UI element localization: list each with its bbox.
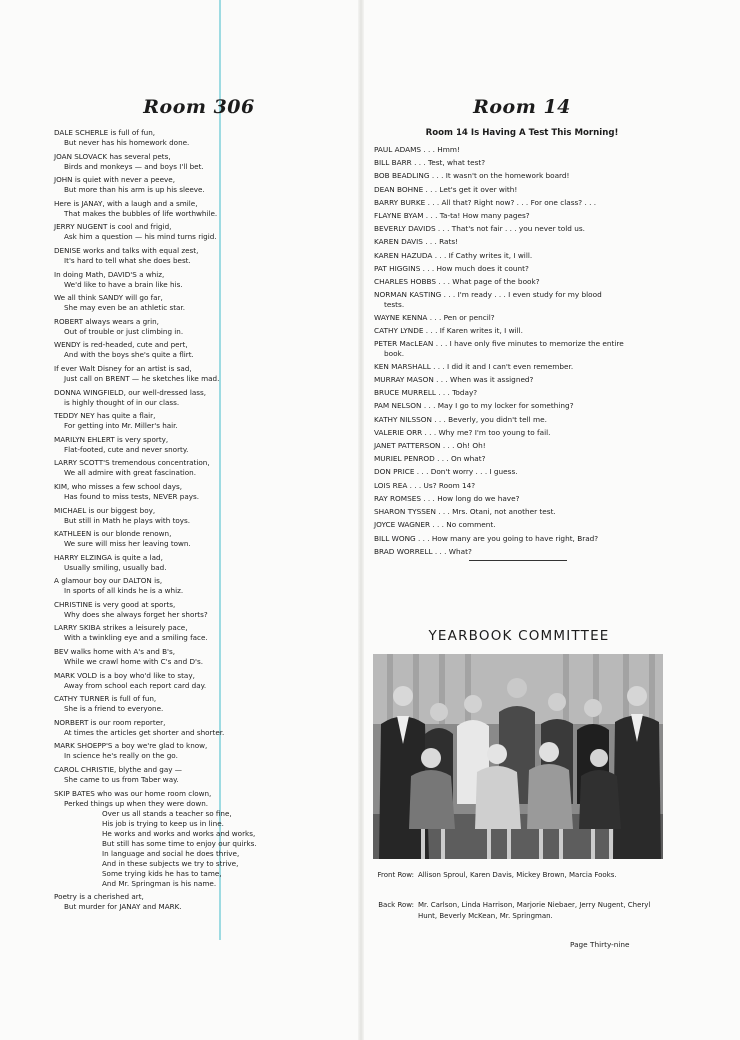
dialogue-line — [374, 251, 670, 260]
poem-stanza — [54, 482, 354, 502]
dialogue-line — [374, 415, 670, 424]
dialogue-line — [374, 224, 670, 233]
room-14-column — [374, 96, 670, 561]
dialogue-line — [374, 339, 670, 358]
dialogue-line — [374, 520, 670, 529]
poem-stanza — [54, 529, 354, 549]
dialogue-line — [374, 362, 670, 371]
dialogue-text: KAREN HAZUDA . . . If Cathy writes it, I will. — [374, 250, 533, 260]
dialogue-line — [374, 158, 670, 167]
poem-line: is highly thought of in our class. — [64, 397, 180, 407]
poem-line: NORBERT is our room reporter, — [54, 717, 166, 727]
dialogue-line — [374, 171, 670, 180]
poem-line: Some trying kids he has to tame, — [102, 868, 222, 878]
poem-line: While we crawl home with C's and D's. — [64, 657, 203, 667]
poem-stanza-final — [54, 892, 354, 912]
poem-line: CAROL CHRISTIE, blythe and gay — — [54, 765, 182, 775]
dialogue-line — [374, 145, 670, 154]
dialogue-text: BILL BARR . . . Test, what test? — [374, 158, 486, 168]
poem-line: ROBERT always wears a grin, — [54, 316, 159, 326]
poem-line: LARRY SCOTT'S tremendous concentration, — [54, 458, 210, 468]
dialogue-line — [374, 277, 670, 286]
poem-line: And in these subjects we try to strive, — [102, 858, 239, 868]
dialogue-line — [374, 534, 670, 543]
page-number: Page Thirty-nine — [570, 940, 630, 949]
poem-stanza — [54, 718, 354, 738]
poem-line: DALE SCHERLE is full of fun, — [54, 128, 156, 137]
dialogue-line — [374, 428, 670, 437]
poem-stanza — [54, 175, 354, 195]
poem-line: DONNA WINGFIELD, our well-dressed lass, — [54, 387, 207, 397]
poem-line: In science he's really on the go. — [64, 751, 178, 761]
dialogue-line — [374, 454, 670, 463]
poem-line: His job is trying to keep us in line. — [102, 818, 224, 828]
poem-stanzas — [54, 128, 354, 785]
poem-stanza — [54, 388, 354, 408]
back-row-label: Back Row: — [378, 901, 414, 909]
front-row-caption — [374, 870, 666, 881]
dialogue-text: KAREN DAVIS . . . Rats! — [374, 237, 459, 247]
poem-stanza — [54, 293, 354, 313]
poem-stanza — [54, 623, 354, 643]
back-row-names: Mr. Carlson, Linda Harrison, Marjorie Niebaer, Jerry Nugent, Cheryl Hunt, Beverly McKean, Mr. Springman. — [418, 901, 651, 920]
poem-stanza — [54, 647, 354, 667]
poem-line: MARILYN EHLERT is very sporty, — [54, 434, 169, 444]
dialogue-text: DON PRICE . . . Don't worry . . . I guess. — [374, 467, 518, 477]
poem-line: Flat-footed, cute and never snorty. — [64, 444, 189, 454]
poem-line: Birds and monkeys — and boys I'll bet. — [64, 161, 204, 171]
poem-line: And Mr. Springman is his name. — [102, 878, 217, 888]
dialogue-text: SHARON TYSSEN . . . Mrs. Otani, not another test. — [374, 507, 556, 517]
room-306-column — [54, 96, 354, 916]
poem-line: MICHAEL is our biggest boy, — [54, 505, 156, 515]
poem-line: Ask him a question — his mind turns rigid. — [64, 232, 217, 242]
dialogue-text: JOYCE WAGNER . . . No comment. — [374, 520, 496, 530]
poem-line: We all think SANDY will go far, — [54, 293, 163, 303]
dialogue-line — [374, 185, 670, 194]
poem-line: WENDY is red-headed, cute and pert, — [54, 340, 188, 350]
room-14-subtitle: Room 14 Is Having A Test This Morning! — [425, 128, 619, 138]
poem-stanza — [54, 765, 354, 785]
poem-line: But never has his homework done. — [64, 138, 190, 147]
poem-line: And with the boys she's quite a flirt. — [64, 350, 194, 360]
test-dialogue-list — [374, 145, 670, 556]
poem-line: JERRY NUGENT is cool and frigid, — [54, 222, 172, 232]
room-14-title: Room 14 — [473, 96, 571, 118]
dialogue-text: MURIEL PENROD . . . On what? — [374, 454, 486, 464]
dialogue-line — [374, 507, 670, 516]
poem-line: Why does she always forget her shorts? — [64, 609, 208, 619]
dialogue-text: PAM NELSON . . . May I go to my locker for something? — [374, 401, 574, 411]
dialogue-text: VALERIE ORR . . . Why me? I'm too young to fail. — [374, 427, 551, 437]
poem-stanza — [54, 506, 354, 526]
dialogue-text: CHARLES HOBBS . . . What page of the book? — [374, 277, 540, 287]
dialogue-text: PAUL ADAMS . . . Hmm! — [374, 145, 460, 154]
dialogue-line — [374, 547, 670, 556]
dialogue-line — [374, 313, 670, 322]
dialogue-text: KEN MARSHALL . . . I did it and I can't even remember. — [374, 361, 574, 371]
poem-line: With a twinkling eye and a smiling face. — [64, 633, 208, 643]
poem-line: Just call on BRENT — he sketches like mad. — [64, 373, 220, 383]
dialogue-line — [374, 237, 670, 246]
poem-line: LARRY SKIBA strikes a leisurely pace, — [54, 623, 188, 633]
dialogue-line — [374, 375, 670, 384]
dialogue-text: BEVERLY DAVIDS . . . That's not fair . . . you never told us. — [374, 224, 585, 234]
dialogue-line — [374, 441, 670, 450]
poem-stanza-teacher — [54, 789, 354, 889]
dialogue-line — [374, 326, 670, 335]
poem-line: CATHY TURNER is full of fun, — [54, 694, 157, 704]
poem-line: Has found to miss tests, NEVER pays. — [64, 491, 200, 501]
poem-stanza — [54, 340, 354, 360]
poem-line: He works and works and works and works, — [102, 828, 256, 838]
dialogue-text: WAYNE KENNA . . . Pen or pencil? — [374, 312, 495, 322]
poem-line: Here is JANAY, with a laugh and a smile, — [54, 198, 198, 208]
poem-line: JOAN SLOVACK has several pets, — [54, 151, 171, 161]
poem-line: She is a friend to everyone. — [64, 704, 164, 714]
dialogue-text: PAT HIGGINS . . . How much does it count? — [374, 263, 529, 273]
dialogue-text: BRAD WORRELL . . . What? — [374, 546, 472, 556]
poem-line: Poetry is a cherished art, — [54, 892, 144, 902]
poem-line: JOHN is quiet with never a peeve, — [54, 175, 175, 185]
dialogue-text: BOB BEADLING . . . It wasn't on the homework board! — [374, 171, 570, 181]
poem-line: DENISE works and talks with equal zest, — [54, 245, 199, 255]
poem-line: KATHLEEN is our blonde renown, — [54, 529, 172, 539]
poem-line: For getting into Mr. Miller's hair. — [64, 421, 178, 431]
poem-stanza — [54, 576, 354, 596]
yearbook-committee-title: YEARBOOK COMMITTEE — [428, 628, 610, 644]
poem-line: In language and social he does thrive, — [102, 848, 240, 858]
poem-line: She came to us from Taber way. — [64, 775, 179, 785]
poem-line: That makes the bubbles of life worthwhile. — [64, 208, 218, 218]
poem-line: It's hard to tell what she does best. — [64, 255, 191, 265]
dialogue-text: LOIS REA . . . Us? Room 14? — [374, 480, 476, 490]
yearbook-committee-photo — [373, 654, 663, 859]
dialogue-text: JANET PATTERSON . . . Oh! Oh! — [374, 441, 486, 451]
dialogue-text: CATHY LYNDE . . . If Karen writes it, I will. — [374, 326, 523, 336]
poem-line: MARK SHOEPP'S a boy we're glad to know, — [54, 741, 208, 751]
poem-stanza — [54, 671, 354, 691]
poem-stanza — [54, 741, 354, 761]
poem-line: In sports of all kinds he is a whiz. — [64, 586, 184, 596]
poem-line: Perked things up when they were down. — [64, 798, 209, 808]
poem-line: BEV walks home with A's and B's, — [54, 647, 176, 657]
dialogue-line — [374, 211, 670, 220]
poem-line: MARK VOLD is a boy who'd like to stay, — [54, 670, 195, 680]
dialogue-line — [374, 467, 670, 476]
dialogue-text: BARRY BURKE . . . All that? Right now? . . . For one class? . . . — [374, 197, 597, 207]
poem-line: Out of trouble or just climbing in. — [64, 326, 184, 336]
section-divider — [469, 560, 567, 561]
dialogue-text: RAY ROMSES . . . How long do we have? — [374, 493, 520, 503]
poem-line: At times the articles get shorter and shorter. — [64, 727, 225, 737]
room-306-title: Room 306 — [143, 96, 255, 118]
poem-stanza — [54, 435, 354, 455]
poem-stanza — [54, 317, 354, 337]
dialogue-line — [374, 290, 670, 309]
poem-line: We all admire with great fascination. — [64, 468, 197, 478]
poem-line: She may even be an athletic star. — [64, 303, 186, 313]
dialogue-continuation: tests. — [384, 299, 405, 309]
poem-stanza — [54, 411, 354, 431]
poem-stanza — [54, 364, 354, 384]
poem-stanza — [54, 222, 354, 242]
dialogue-continuation: book. — [384, 348, 405, 358]
poem-stanza — [54, 128, 354, 148]
poem-line: TEDDY NEY has quite a flair, — [54, 411, 156, 421]
dialogue-text: BRUCE MURRELL . . . Today? — [374, 388, 478, 398]
dialogue-line — [374, 494, 670, 503]
poem-line: Away from school each report card day. — [64, 680, 207, 690]
poem-line: But murder for JANAY and MARK. — [64, 902, 182, 912]
dialogue-text: MURRAY MASON . . . When was it assigned? — [374, 375, 534, 385]
poem-line: But more than his arm is up his sleeve. — [64, 185, 205, 195]
poem-line: CHRISTINE is very good at sports, — [54, 599, 176, 609]
poem-line: HARRY ELZINGA is quite a lad, — [54, 552, 163, 562]
dialogue-text: FLAYNE BYAM . . . Ta-ta! How many pages? — [374, 211, 530, 221]
dialogue-line — [374, 481, 670, 490]
dialogue-line — [374, 388, 670, 397]
dialogue-text: KATHY NILSSON . . . Beverly, you didn't tell me. — [374, 414, 547, 424]
poem-stanza — [54, 199, 354, 219]
poem-line: Usually smiling, usually bad. — [64, 562, 167, 572]
poem-line: In doing Math, DAVID'S a whiz, — [54, 269, 165, 279]
dialogue-text: PETER MacLEAN . . . I have only five minutes to memorize the entire — [374, 339, 624, 349]
dialogue-line — [374, 264, 670, 273]
poem-line: KIM, who misses a few school days, — [54, 481, 183, 491]
dialogue-line — [374, 401, 670, 410]
poem-stanza — [54, 600, 354, 620]
front-row-names: Allison Sproul, Karen Davis, Mickey Brown, Marcia Fooks. — [418, 871, 617, 879]
dialogue-text: DEAN BOHNE . . . Let's get it over with! — [374, 184, 518, 194]
dialogue-text: NORMAN KASTING . . . I'm ready . . . I even study for my blood — [374, 290, 602, 300]
poem-line: SKIP BATES who was our home room clown, — [54, 788, 212, 798]
poem-stanza — [54, 553, 354, 573]
poem-stanza — [54, 152, 354, 172]
poem-line: But still has some time to enjoy our quirks. — [102, 838, 257, 848]
poem-stanza — [54, 246, 354, 266]
front-row-label: Front Row: — [377, 871, 414, 879]
poem-stanza — [54, 458, 354, 478]
back-row-caption — [374, 900, 666, 922]
poem-stanza — [54, 694, 354, 714]
poem-line: But still in Math he plays with toys. — [64, 515, 191, 525]
dialogue-text: BILL WONG . . . How many are you going to have right, Brad? — [374, 533, 599, 543]
poem-line: If ever Walt Disney for an artist is sad, — [54, 363, 192, 373]
poem-line: We sure will miss her leaving town. — [64, 539, 191, 549]
poem-stanza — [54, 270, 354, 290]
page-fold — [358, 0, 364, 1040]
dialogue-line — [374, 198, 670, 207]
poem-line: We'd like to have a brain like his. — [64, 279, 183, 289]
poem-line: A glamour boy our DALTON is, — [54, 576, 163, 586]
poem-line: Over us all stands a teacher so fine, — [102, 808, 232, 818]
